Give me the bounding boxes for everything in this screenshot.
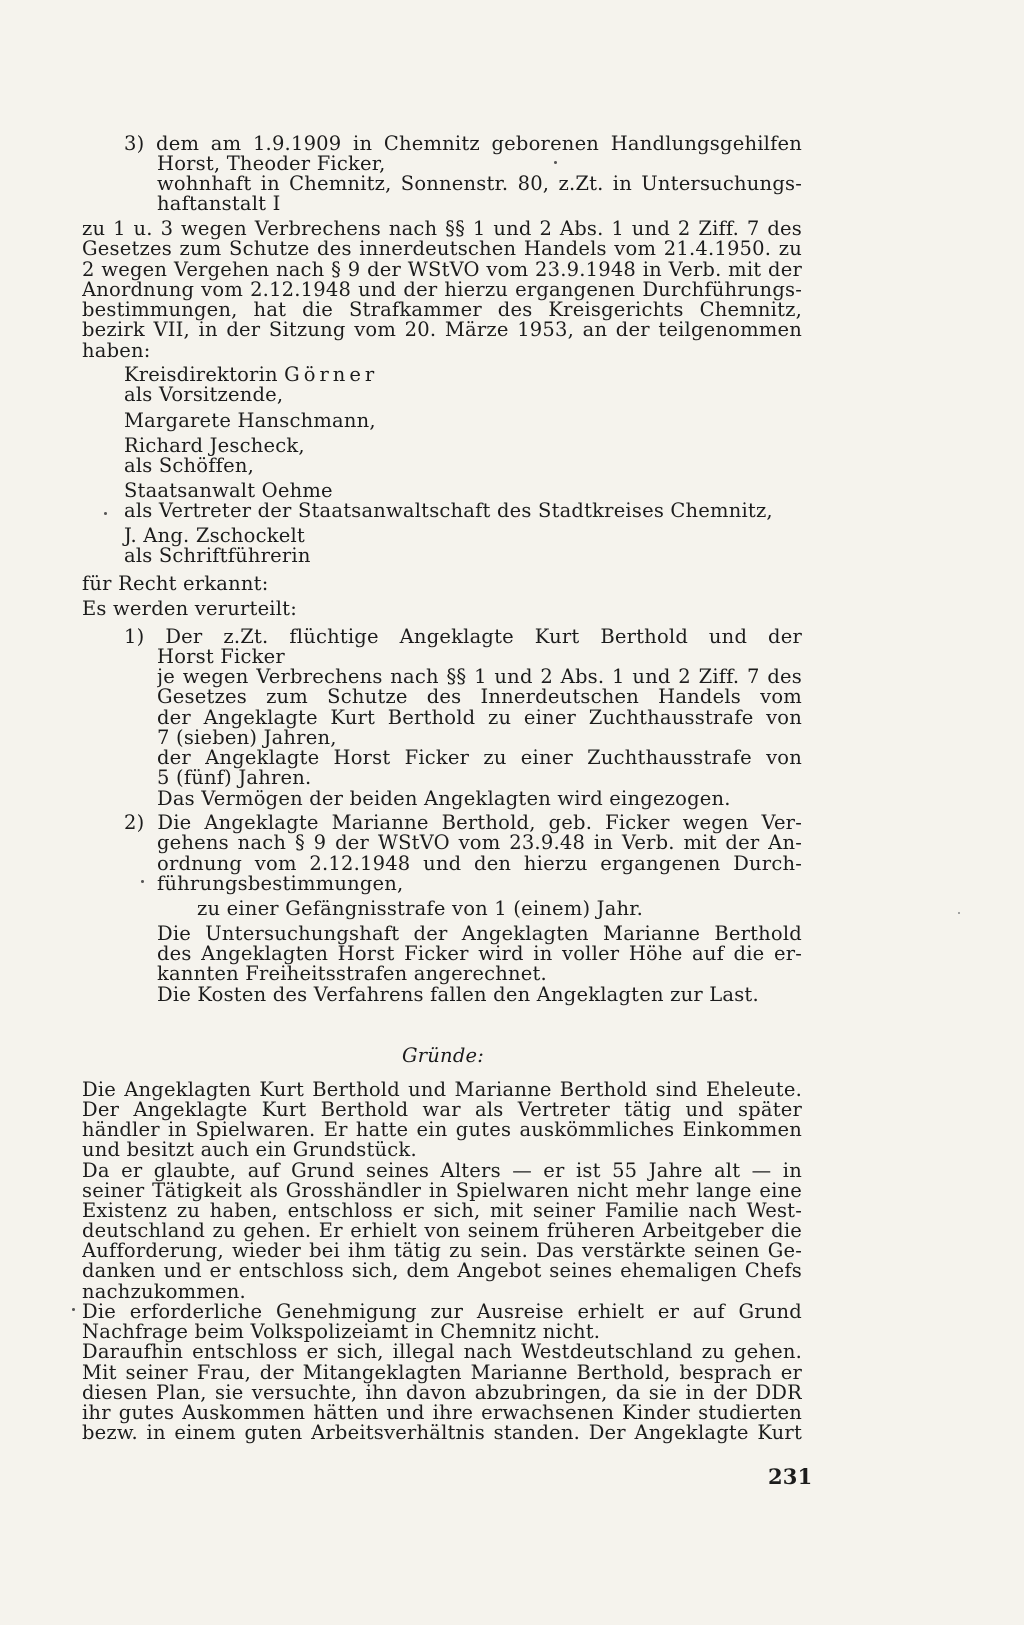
text-line: als Vertreter der Staatsanwaltschaft des Stadtkreises Chemnitz,	[124, 499, 773, 522]
text-line: 3) dem am 1.9.1909 in Chemnitz geborenen Handlungsgehilfen	[124, 133, 802, 155]
text-line: 5 (fünf) Jahren.	[157, 766, 312, 789]
text-line: und besitzt auch ein Grundstück.	[82, 1138, 417, 1161]
scan-speck	[141, 880, 144, 883]
text-line: je wegen Verbrechens nach §§ 1 und 2 Abs. 1 und 2 Ziff. 7 des	[157, 666, 802, 688]
text-line: haftanstalt I	[157, 192, 281, 215]
text-line: Anordnung vom 2.12.1948 und der hierzu ergangenen Durchführungs-	[82, 279, 802, 301]
text-line: ihr gutes Auskommen hätten und ihre erwachsenen Kinder studierten	[82, 1402, 802, 1424]
text-line: 2 wegen Vergehen nach § 9 der WStVO vom 23.9.1948 in Verb. mit der	[82, 259, 802, 281]
judge-name: Görner	[284, 363, 379, 386]
text-line: Nachfrage beim Volkspolizeiamt in Chemnitz nicht.	[82, 1320, 601, 1343]
scan-speck	[72, 1308, 75, 1311]
text-line: als Schriftführerin	[124, 544, 311, 567]
text-line: Da er glaubte, auf Grund seines Alters — er ist 55 Jahre alt — in	[82, 1160, 802, 1182]
text-line: bezw. in einem guten Arbeitsverhältnis standen. Der Angeklagte Kurt	[82, 1422, 802, 1444]
text-line: zu 1 u. 3 wegen Verbrechens nach §§ 1 und 2 Abs. 1 und 2 Ziff. 7 des	[82, 218, 802, 240]
text-line: Es werden verurteilt:	[82, 597, 297, 620]
text-line: als Schöffen,	[124, 454, 254, 477]
text-line: Die Kosten des Verfahrens fallen den Angeklagten zur Last.	[157, 983, 759, 1006]
text-line: Staatsanwalt Oehme	[124, 479, 333, 502]
text-line: der Angeklagte Horst Ficker zu einer Zuchthausstrafe von	[157, 747, 802, 769]
text-line: kannten Freiheitsstrafen angerechnet.	[157, 962, 547, 985]
scan-speck	[554, 161, 557, 164]
text-line: der Angeklagte Kurt Berthold zu einer Zuchthausstrafe von	[157, 707, 802, 729]
text-line: 7 (sieben) Jahren,	[157, 726, 337, 749]
judge-title: Kreisdirektorin	[124, 363, 278, 386]
text-line: 2) Die Angeklagte Marianne Berthold, geb. Ficker wegen Ver-	[124, 812, 802, 834]
scan-speck	[958, 912, 960, 914]
page-number: 231	[768, 1464, 813, 1489]
text-line: bestimmungen, hat die Strafkammer des Kreisgerichts Chemnitz,	[82, 299, 802, 321]
text-line: Der Angeklagte Kurt Berthold war als Vertreter tätig und später	[82, 1099, 802, 1121]
text-line: ordnung vom 2.12.1948 und den hierzu ergangenen Durch-	[157, 853, 802, 875]
text-line: Horst Ficker	[157, 645, 285, 668]
text-line: Existenz zu haben, entschloss er sich, mit seiner Familie nach West-	[82, 1200, 802, 1222]
text-line: führungsbestimmungen,	[157, 872, 404, 895]
text-line: nachzukommen.	[82, 1280, 246, 1303]
text-line: diesen Plan, sie versuchte, ihn davon abzubringen, da sie in der DDR	[82, 1382, 802, 1404]
scan-speck	[104, 512, 107, 515]
text-line: Daraufhin entschloss er sich, illegal nach Westdeutschland zu gehen.	[82, 1341, 802, 1363]
text-line: Margarete Hanschmann,	[124, 409, 376, 432]
text-line: Horst, Theoder Ficker,	[157, 152, 386, 175]
text-line: haben:	[82, 339, 151, 362]
text-line: zu einer Gefängnisstrafe von 1 (einem) Jahr.	[197, 897, 644, 920]
text-line: Mit seiner Frau, der Mitangeklagten Marianne Berthold, besprach er	[82, 1362, 802, 1384]
text-line: für Recht erkannt:	[82, 572, 269, 595]
text-line: gehens nach § 9 der WStVO vom 23.9.48 in Verb. mit der An-	[157, 832, 802, 854]
text-line: seiner Tätigkeit als Grosshändler in Spielwaren nicht mehr lange eine	[82, 1180, 802, 1202]
text-line: Gesetzes zum Schutze des Innerdeutschen Handels vom	[157, 686, 802, 708]
text-line: Die Angeklagten Kurt Berthold und Marianne Berthold sind Eheleute.	[82, 1079, 802, 1101]
text-line: Die Untersuchungshaft der Angeklagten Marianne Berthold	[157, 923, 802, 945]
text-line: deutschland zu gehen. Er erhielt von seinem früheren Arbeitgeber die	[82, 1220, 802, 1242]
text-line: als Vorsitzende,	[124, 383, 284, 406]
text-line: Die erforderliche Genehmigung zur Ausreise erhielt er auf Grund	[82, 1301, 802, 1323]
text-line: des Angeklagten Horst Ficker wird in voller Höhe auf die er-	[157, 943, 802, 965]
section-heading: Gründe:	[402, 1044, 485, 1067]
text-line: bezirk VII, in der Sitzung vom 20. Märze 1953, an der teilgenommen	[82, 319, 802, 341]
text-line: J. Ang. Zschockelt	[124, 524, 305, 547]
text-line: händler in Spielwaren. Er hatte ein gutes auskömmliches Einkommen	[82, 1119, 802, 1141]
text-line: Gesetzes zum Schutze des innerdeutschen Handels vom 21.4.1950. zu	[82, 238, 802, 260]
text-line: wohnhaft in Chemnitz, Sonnenstr. 80, z.Zt. in Untersuchungs-	[157, 173, 802, 195]
text-line: 1) Der z.Zt. flüchtige Angeklagte Kurt Berthold und der	[124, 626, 802, 648]
text-line: Das Vermögen der beiden Angeklagten wird eingezogen.	[157, 787, 731, 810]
text-line: danken und er entschloss sich, dem Angebot seines ehemaligen Chefs	[82, 1260, 802, 1282]
text-line: Richard Jescheck,	[124, 434, 305, 457]
text-line: Aufforderung, wieder bei ihm tätig zu sein. Das verstärkte seinen Ge-	[82, 1240, 802, 1262]
